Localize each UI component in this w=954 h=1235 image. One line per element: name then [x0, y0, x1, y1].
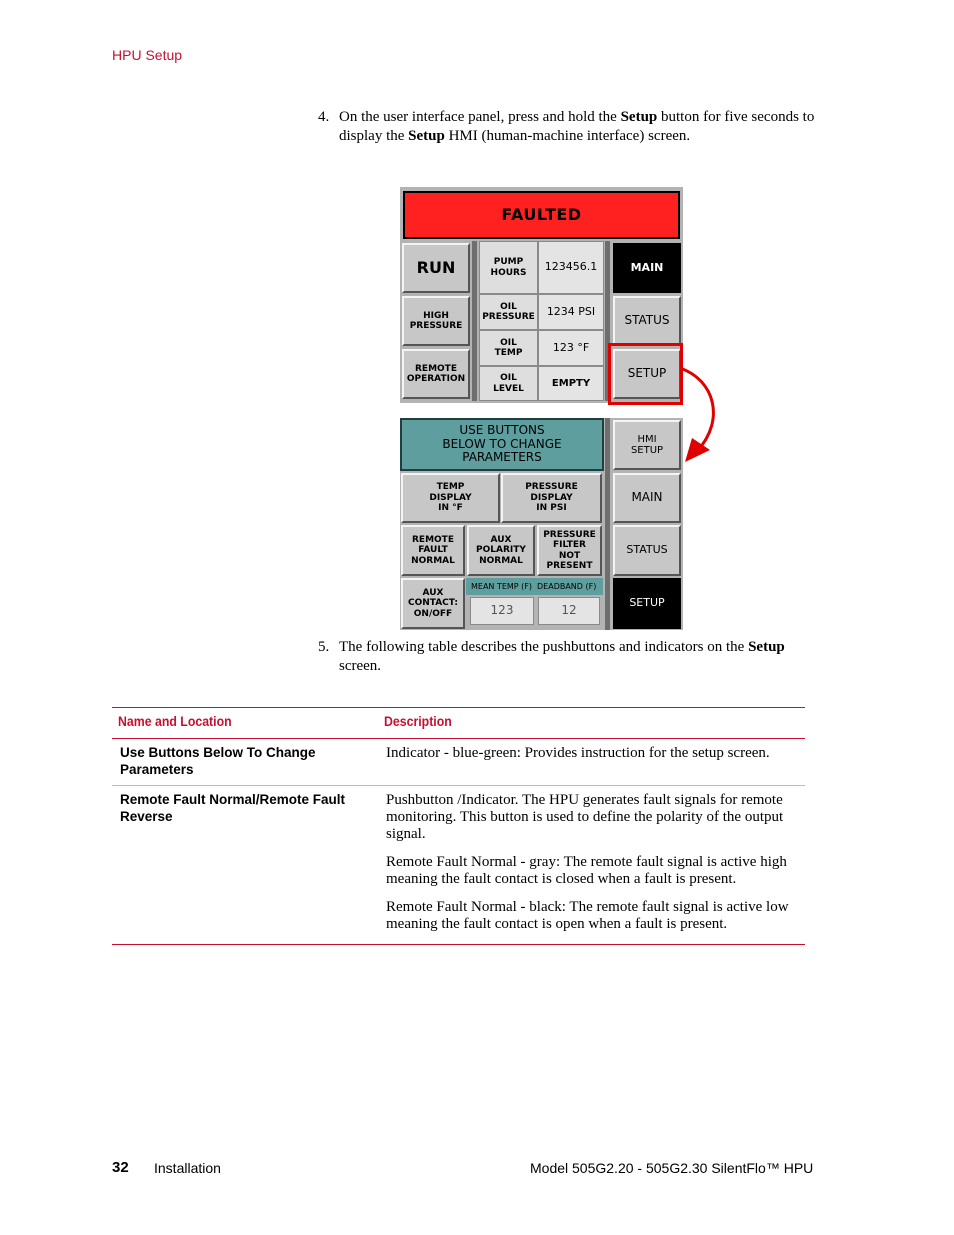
pressure-display-button[interactable]: PRESSURE DISPLAY IN PSI: [501, 473, 602, 523]
hmi-setup-nav-button[interactable]: HMI SETUP: [613, 420, 681, 470]
separator: [605, 418, 610, 630]
mean-temp-input[interactable]: 123: [470, 597, 534, 625]
footer-chapter: Installation: [154, 1160, 221, 1176]
aux-polarity-button[interactable]: AUX POLARITY NORMAL: [467, 525, 535, 576]
main-nav-button[interactable]: MAIN: [613, 473, 681, 523]
main-nav-button[interactable]: MAIN: [613, 243, 681, 293]
instruction-banner: USE BUTTONS BELOW TO CHANGE PARAMETERS: [400, 418, 604, 471]
step-number: 5.: [318, 639, 330, 655]
running-header: HPU Setup: [112, 47, 183, 63]
hmi-setup-screen: [400, 418, 683, 630]
remote-operation-button[interactable]: REMOTE OPERATION: [402, 349, 470, 399]
setpoint-label-bar: [466, 578, 603, 595]
separator: [472, 241, 477, 401]
oil-level-value: EMPTY: [538, 366, 604, 401]
step-number: 4.: [318, 109, 330, 125]
table-bottom-rule: [112, 944, 805, 945]
deadband-label: DEADBAND (F): [537, 582, 597, 591]
page-number: 32: [112, 1159, 129, 1176]
oil-pressure-value: 1234 PSI: [538, 294, 604, 330]
pump-hours-value: 123456.1: [538, 241, 604, 294]
temp-display-button[interactable]: TEMP DISPLAY IN °F: [401, 473, 500, 523]
header-rule: [112, 738, 805, 739]
status-nav-button[interactable]: STATUS: [613, 296, 681, 346]
table-row-description: Indicator - blue-green: Provides instruction for the setup screen.: [386, 745, 770, 761]
pump-hours-label: PUMP HOURS: [479, 241, 538, 294]
run-button[interactable]: RUN: [402, 243, 470, 293]
oil-level-label: OIL LEVEL: [479, 366, 538, 401]
pressure-filter-button[interactable]: PRESSURE FILTER NOT PRESENT: [537, 525, 602, 576]
table-top-rule: [112, 707, 805, 708]
oil-temp-label: OIL TEMP: [479, 330, 538, 366]
step-text: On the user interface panel, press and hold the Setup button for five seconds to display the Setup HMI (human-machine interface) screen.: [339, 109, 815, 144]
mean-temp-label: MEAN TEMP (F): [471, 582, 533, 591]
status-nav-button[interactable]: STATUS: [613, 525, 681, 576]
table-row-description: Pushbutton /Indicator. The HPU generates fault signals for remote monitoring. This button is used to define the polarity of the output signal. Remote Fault Normal - gray: The remote fault signal is active high meaning the fault contact is closed when a fault is present. Remote Fault Normal - black: The remote fault signal is active low meaning the fault contact is open when a fault is present.: [386, 792, 789, 932]
high-pressure-button[interactable]: HIGH PRESSURE: [402, 296, 470, 346]
setup-nav-button[interactable]: SETUP: [613, 349, 681, 399]
faulted-indicator: FAULTED: [403, 191, 680, 239]
aux-contact-button[interactable]: AUX CONTACT: ON/OFF: [401, 578, 465, 629]
table-row-name: Remote Fault Normal/Remote Fault Reverse: [120, 792, 346, 824]
footer-model: Model 505G2.20 - 505G2.30 SilentFlo™ HPU: [530, 1160, 814, 1176]
row-divider: [112, 785, 805, 786]
column-header-description: Description: [384, 713, 452, 729]
oil-temp-value: 123 °F: [538, 330, 604, 366]
column-header-name: Name and Location: [118, 713, 232, 729]
oil-pressure-label: OIL PRESSURE: [479, 294, 538, 330]
remote-fault-button[interactable]: REMOTE FAULT NORMAL: [401, 525, 465, 576]
deadband-input[interactable]: 12: [538, 597, 600, 625]
setup-nav-button[interactable]: SETUP: [613, 578, 681, 629]
table-row-name: Use Buttons Below To Change Parameters: [120, 745, 316, 777]
step-text: The following table describes the pushbuttons and indicators on the Setup screen.: [339, 639, 785, 674]
